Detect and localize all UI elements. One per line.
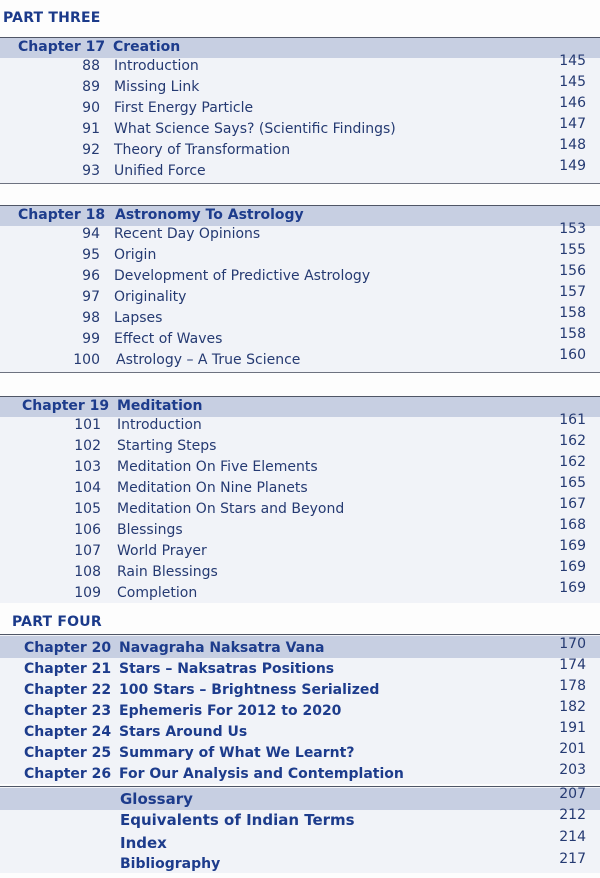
back-matter-page: 214 [559, 829, 586, 845]
chapter-label: Chapter 17 [18, 39, 106, 55]
entry-number: 90 [82, 100, 100, 116]
chapter-label: Chapter 21 [24, 661, 112, 677]
toc-chapter-entry[interactable] [0, 699, 600, 724]
entry-number: 102 [74, 438, 101, 454]
entry-title: Effect of Waves [114, 331, 223, 347]
toc-entry[interactable] [0, 116, 600, 141]
entry-number: 92 [82, 142, 100, 158]
entry-number: 103 [74, 459, 101, 475]
chapter-page: 182 [559, 699, 586, 715]
entry-title: Rain Blessings [117, 564, 218, 580]
toc-entry[interactable] [0, 221, 600, 246]
entry-page: 153 [559, 221, 586, 237]
toc-entry[interactable] [0, 263, 600, 288]
entry-title: First Energy Particle [114, 100, 254, 116]
entry-title: Lapses [114, 310, 163, 326]
chapter-19-header [0, 396, 600, 417]
part-four-heading: PART FOUR [12, 614, 102, 630]
entry-title: Theory of Transformation [114, 142, 291, 158]
entry-number: 89 [82, 79, 100, 95]
chapter-title: Navagraha Naksatra Vana [119, 640, 325, 656]
entry-number: 97 [82, 289, 100, 305]
chapter-page: 170 [559, 636, 586, 652]
chapter-page: 201 [559, 741, 586, 757]
chapter-title: Ephemeris For 2012 to 2020 [119, 703, 342, 719]
chapter-label: Chapter 26 [24, 766, 112, 782]
entry-number: 100 [73, 352, 100, 368]
toc-entry[interactable] [0, 475, 600, 500]
chapter-18-header [0, 205, 600, 226]
entry-title: Introduction [117, 417, 202, 433]
entry-number: 105 [74, 501, 101, 517]
chapter-label: Chapter 20 [24, 640, 112, 656]
toc-chapter-entry[interactable] [0, 678, 600, 703]
chapter-title: Meditation [117, 398, 203, 414]
toc-entry[interactable] [0, 496, 600, 521]
toc-entry[interactable] [0, 242, 600, 267]
entry-title: World Prayer [117, 543, 207, 559]
entry-page: 157 [559, 284, 586, 300]
back-matter-title: Bibliography [120, 856, 221, 872]
toc-entry[interactable] [0, 284, 600, 309]
toc-entry[interactable] [0, 517, 600, 542]
toc-entry[interactable] [0, 158, 600, 183]
entry-number: 104 [74, 480, 101, 496]
entry-title: Meditation On Five Elements [117, 459, 318, 475]
chapter-17-header [0, 37, 600, 58]
chapter-page: 178 [559, 678, 586, 694]
toc-chapter-entry[interactable] [0, 741, 600, 766]
entry-number: 88 [82, 58, 100, 74]
back-matter-entry[interactable] [0, 851, 600, 878]
chapter-label: Chapter 24 [24, 724, 112, 740]
toc-entry[interactable] [0, 326, 600, 351]
part-four-rule [0, 634, 600, 635]
entry-number: 99 [82, 331, 100, 347]
entry-page: 156 [559, 263, 586, 279]
toc-entry[interactable] [0, 538, 600, 563]
toc-chapter-entry[interactable] [0, 762, 600, 787]
chapter-label: Chapter 18 [18, 207, 106, 223]
entry-page: 148 [559, 137, 586, 153]
back-matter-title: Glossary [120, 790, 193, 808]
entry-number: 94 [82, 226, 100, 242]
chapter-page: 191 [559, 720, 586, 736]
entry-page: 147 [559, 116, 586, 132]
entry-page: 158 [559, 305, 586, 321]
entry-number: 106 [74, 522, 101, 538]
entry-title: Starting Steps [117, 438, 217, 454]
entry-number: 109 [74, 585, 101, 601]
back-matter-page: 212 [559, 807, 586, 823]
back-matter-entry[interactable] [0, 807, 600, 833]
entry-page: 155 [559, 242, 586, 258]
chapter-label: Chapter 25 [24, 745, 112, 761]
entry-page: 169 [559, 559, 586, 575]
toc-entry[interactable] [0, 305, 600, 330]
back-matter-entry[interactable] [0, 829, 600, 856]
toc-entry[interactable] [0, 74, 600, 99]
back-matter-page: 207 [559, 786, 586, 802]
entry-title: Origin [114, 247, 157, 263]
entry-page: 167 [559, 496, 586, 512]
entry-title: Astrology – A True Science [116, 352, 301, 368]
toc-entry[interactable] [0, 433, 600, 458]
toc-entry[interactable] [0, 137, 600, 162]
entry-number: 91 [82, 121, 100, 137]
chapter-17-section [0, 37, 600, 184]
chapter-title: Summary of What We Learnt? [119, 745, 355, 761]
chapter-title: For Our Analysis and Contemplation [119, 766, 404, 782]
chapter-label: Chapter 22 [24, 682, 112, 698]
toc-chapter-entry[interactable] [0, 720, 600, 745]
entry-title: Missing Link [114, 79, 200, 95]
toc-entry[interactable] [0, 347, 600, 372]
entry-title: Development of Predictive Astrology [114, 268, 371, 284]
chapter-page: 174 [559, 657, 586, 673]
toc-chapter-entry[interactable] [0, 657, 600, 682]
entry-page: 162 [559, 454, 586, 470]
entry-page: 145 [559, 74, 586, 90]
entry-number: 101 [74, 417, 101, 433]
chapter-page: 203 [559, 762, 586, 778]
entry-page: 149 [559, 158, 586, 174]
chapter-label: Chapter 23 [24, 703, 112, 719]
chapter-title: 100 Stars – Brightness Serialized [119, 682, 380, 698]
chapter-19-section [0, 396, 600, 603]
entry-title: Blessings [117, 522, 183, 538]
entry-page: 169 [559, 538, 586, 554]
entry-page: 165 [559, 475, 586, 491]
entry-page: 161 [559, 412, 586, 428]
chapter-title: Stars Around Us [119, 724, 248, 740]
entry-page: 145 [559, 53, 586, 69]
entry-page: 168 [559, 517, 586, 533]
entry-page: 160 [559, 347, 586, 363]
toc-entry[interactable] [0, 412, 600, 437]
toc-entry[interactable] [0, 580, 600, 605]
part-three-heading: PART THREE [3, 10, 101, 26]
entry-title: Completion [117, 585, 198, 601]
back-matter-title: Equivalents of Indian Terms [120, 811, 355, 829]
entry-page: 169 [559, 580, 586, 596]
back-matter-entry[interactable] [0, 786, 600, 812]
entry-number: 108 [74, 564, 101, 580]
entry-number: 96 [82, 268, 100, 284]
toc-entry[interactable] [0, 454, 600, 479]
chapter-title: Creation [113, 39, 181, 55]
chapter-title: Astronomy To Astrology [115, 207, 304, 223]
entry-page: 158 [559, 326, 586, 342]
chapter-18-section [0, 205, 600, 373]
entry-title: Meditation On Stars and Beyond [117, 501, 345, 517]
entry-number: 107 [74, 543, 101, 559]
entry-title: Introduction [114, 58, 199, 74]
toc-entry[interactable] [0, 95, 600, 120]
chapter-title: Stars – Naksatras Positions [119, 661, 335, 677]
entry-number: 95 [82, 247, 100, 263]
entry-title: Originality [114, 289, 187, 305]
toc-entry[interactable] [0, 559, 600, 584]
chapter-label: Chapter 19 [22, 398, 110, 414]
entry-title: What Science Says? (Scientific Findings) [114, 121, 396, 137]
back-matter-page: 217 [559, 851, 586, 867]
entry-number: 93 [82, 163, 100, 179]
back-matter-title: Index [120, 834, 167, 852]
entry-title: Recent Day Opinions [114, 226, 261, 242]
toc-chapter-entry[interactable] [0, 636, 600, 661]
entry-title: Unified Force [114, 163, 206, 179]
entry-number: 98 [82, 310, 100, 326]
entry-page: 162 [559, 433, 586, 449]
entry-page: 146 [559, 95, 586, 111]
entry-title: Meditation On Nine Planets [117, 480, 308, 496]
toc-entry[interactable] [0, 53, 600, 78]
